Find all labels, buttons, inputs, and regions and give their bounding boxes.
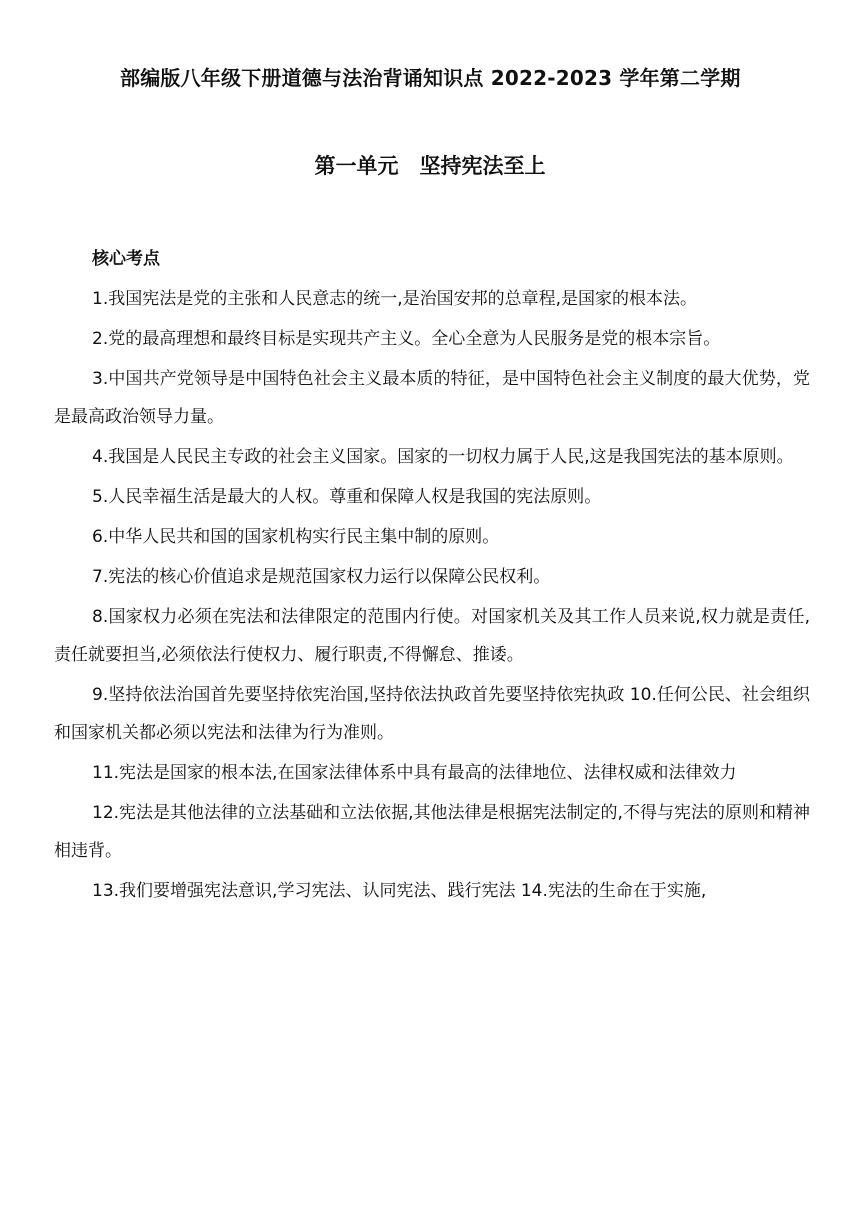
knowledge-point-4: 4.我国是人民民主专政的社会主义国家。国家的一切权力属于人民,这是我国宪法的基本原则。: [92, 447, 794, 467]
knowledge-point-8: 8.国家权力必须在宪法和法律限定的范围内行使。对国家机关及其工作人员来说,权力就是责任,责任就要担当,必须依法行使权力、履行职责,不得懈怠、推诿。: [54, 607, 810, 665]
knowledge-point-5: 5.人民幸福生活是最大的人权。尊重和保障人权是我国的宪法原则。: [92, 487, 602, 507]
knowledge-point-3: 3.中国共产党领导是中国特色社会主义最本质的特征，是中国特色社会主义制度的最大优势，党是最高政治领导力量。: [54, 369, 810, 427]
knowledge-point-11: 11.宪法是国家的根本法,在国家法律体系中具有最高的法律地位、法律权威和法律效力: [92, 763, 737, 783]
document-body: [54, 240, 810, 912]
knowledge-point-9-10: 9.坚持依法治国首先要坚持依宪治国,坚持依法执政首先要坚持依宪执政 10.任何公民、社会组织和国家机关都必须以宪法和法律为行为准则。: [54, 685, 810, 743]
knowledge-point-6: 6.中华人民共和国的国家机构实行民主集中制的原则。: [92, 527, 500, 547]
unit-title: 第一单元 坚持宪法至上: [314, 154, 546, 178]
document-title: 部编版八年级下册道德与法治背诵知识点 2022-2023 学年第二学期: [120, 66, 741, 90]
section-heading: 核心考点: [92, 249, 160, 269]
knowledge-point-13-14: 13.我们要增强宪法意识,学习宪法、认同宪法、践行宪法 14.宪法的生命在于实施,: [92, 881, 707, 901]
knowledge-point-2: 2.党的最高理想和最终目标是实现共产主义。全心全意为人民服务是党的根本宗旨。: [92, 329, 721, 349]
knowledge-point-1: 1.我国宪法是党的主张和人民意志的统一,是治国安邦的总章程,是国家的根本法。: [92, 289, 698, 309]
knowledge-point-7: 7.宪法的核心价值追求是规范国家权力运行以保障公民权利。: [92, 567, 551, 587]
knowledge-point-12: 12.宪法是其他法律的立法基础和立法依据,其他法律是根据宪法制定的,不得与宪法的原则和精神相违背。: [54, 803, 810, 861]
